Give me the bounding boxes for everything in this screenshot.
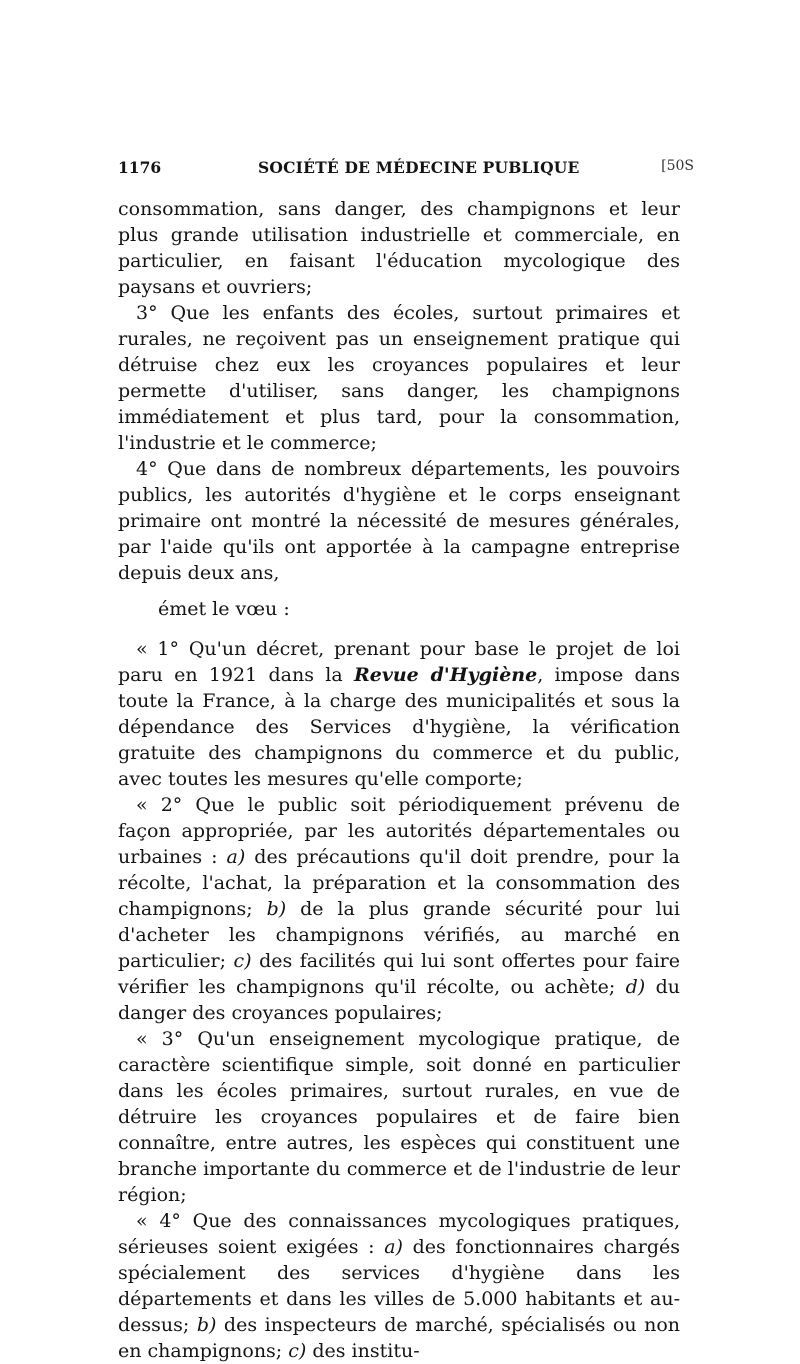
voeu-4-text-b: des fonctionnaires chargés spécialement des services d'hygiène dans les départements et dans les villes de 5.000 habitants et au-dessus; xyxy=(118,1236,680,1336)
paragraph-item-4: 4° Que dans de nombreux départements, les pouvoirs publics, les autorités d'hygiène et le corps enseignant primaire ont montré la nécessité de mesures générales, par l'aide qu'ils ont apportée à la campagne entreprise depuis deux ans, xyxy=(118,458,680,584)
running-title: SOCIÉTÉ DE MÉDECINE PUBLIQUE xyxy=(258,158,580,177)
list-letter-b: b) xyxy=(266,898,287,920)
paragraph-item-3: 3° Que les enfants des écoles, surtout primaires et rurales, ne reçoivent pas un enseignement pratique qui détruise chez eux les croyances populaires et leur permette d'utiliser, sans danger, les champignons immédiatement et plus tard, pour la consommation, l'industrie et le commerce; xyxy=(118,302,680,454)
paragraph-emet-le-voeu: émet le vœu : xyxy=(158,598,290,620)
running-header xyxy=(118,158,694,184)
voeu-2-text-a: « 2° Que le public soit périodiquement prévenu de façon appropriée, par les autorités départementales ou urbaines : xyxy=(118,794,680,868)
voeu-1-text-a: « 1° Qu'un décret, prenant pour base le projet de loi paru en 1921 dans la xyxy=(118,638,680,686)
voeu-1-text-b: , impose dans toute la France, à la charge des municipalités et sous la dépendance des Services d'hygiène, la vérification gratuite des champignons du commerce et du public, avec toutes les mesures qu'elle comporte; xyxy=(118,664,680,790)
list-letter-a: a) xyxy=(226,846,246,868)
paragraph-voeu-1 xyxy=(118,636,680,792)
paragraph-consommation: consommation, sans danger, des champignons et leur plus grande utilisation industrielle et commerciale, en particulier, en faisant l'éducation mycologique des paysans et ouvriers; xyxy=(118,198,680,298)
header-ref: [50S xyxy=(661,158,694,174)
voeu-4-text-d: des institu- xyxy=(306,1340,420,1362)
body-text xyxy=(118,196,680,1364)
voeu-2-text-c: de la plus grande sécurité pour lui d'acheter les champignons vérifiés, au marché en particulier; xyxy=(118,898,680,972)
voeu-4-text-a: « 4° Que des connaissances mycologiques pratiques, sérieuses soient exigées : xyxy=(118,1210,680,1258)
voeu-4-text-c: des inspecteurs de marché, spécialisés ou non en champignons; xyxy=(118,1314,680,1362)
page-number: 1176 xyxy=(118,158,162,177)
paragraph-voeu-4 xyxy=(118,1208,680,1364)
list-letter-a: a) xyxy=(384,1236,403,1258)
list-letter-b: b) xyxy=(196,1314,217,1336)
paragraph-voeu-3: « 3° Qu'un enseignement mycologique pratique, de caractère scientifique simple, soit donné en particulier dans les écoles primaires, surtout rurales, en vue de détruire les croyances populaires et de faire bien connaître, entre autres, les espèces qui constituent une branche importante du commerce et de l'industrie de leur région; xyxy=(118,1028,680,1206)
list-letter-d: d) xyxy=(625,976,646,998)
paragraph-voeu-2 xyxy=(118,792,680,1026)
voeu-2-text-b: des précautions qu'il doit prendre, pour la récolte, l'achat, la préparation et la consommation des champignons; xyxy=(118,846,681,920)
voeu-2-text-d: des facilités qui lui sont offertes pour faire vérifier les champignons qu'il récolte, ou achète; xyxy=(118,950,680,998)
voeu-2-text-e: du danger des croyances populaires; xyxy=(118,976,680,1024)
list-letter-c: c) xyxy=(288,1340,307,1362)
journal-title: Revue d'Hygiène xyxy=(353,664,538,686)
list-letter-c: c) xyxy=(233,950,252,972)
